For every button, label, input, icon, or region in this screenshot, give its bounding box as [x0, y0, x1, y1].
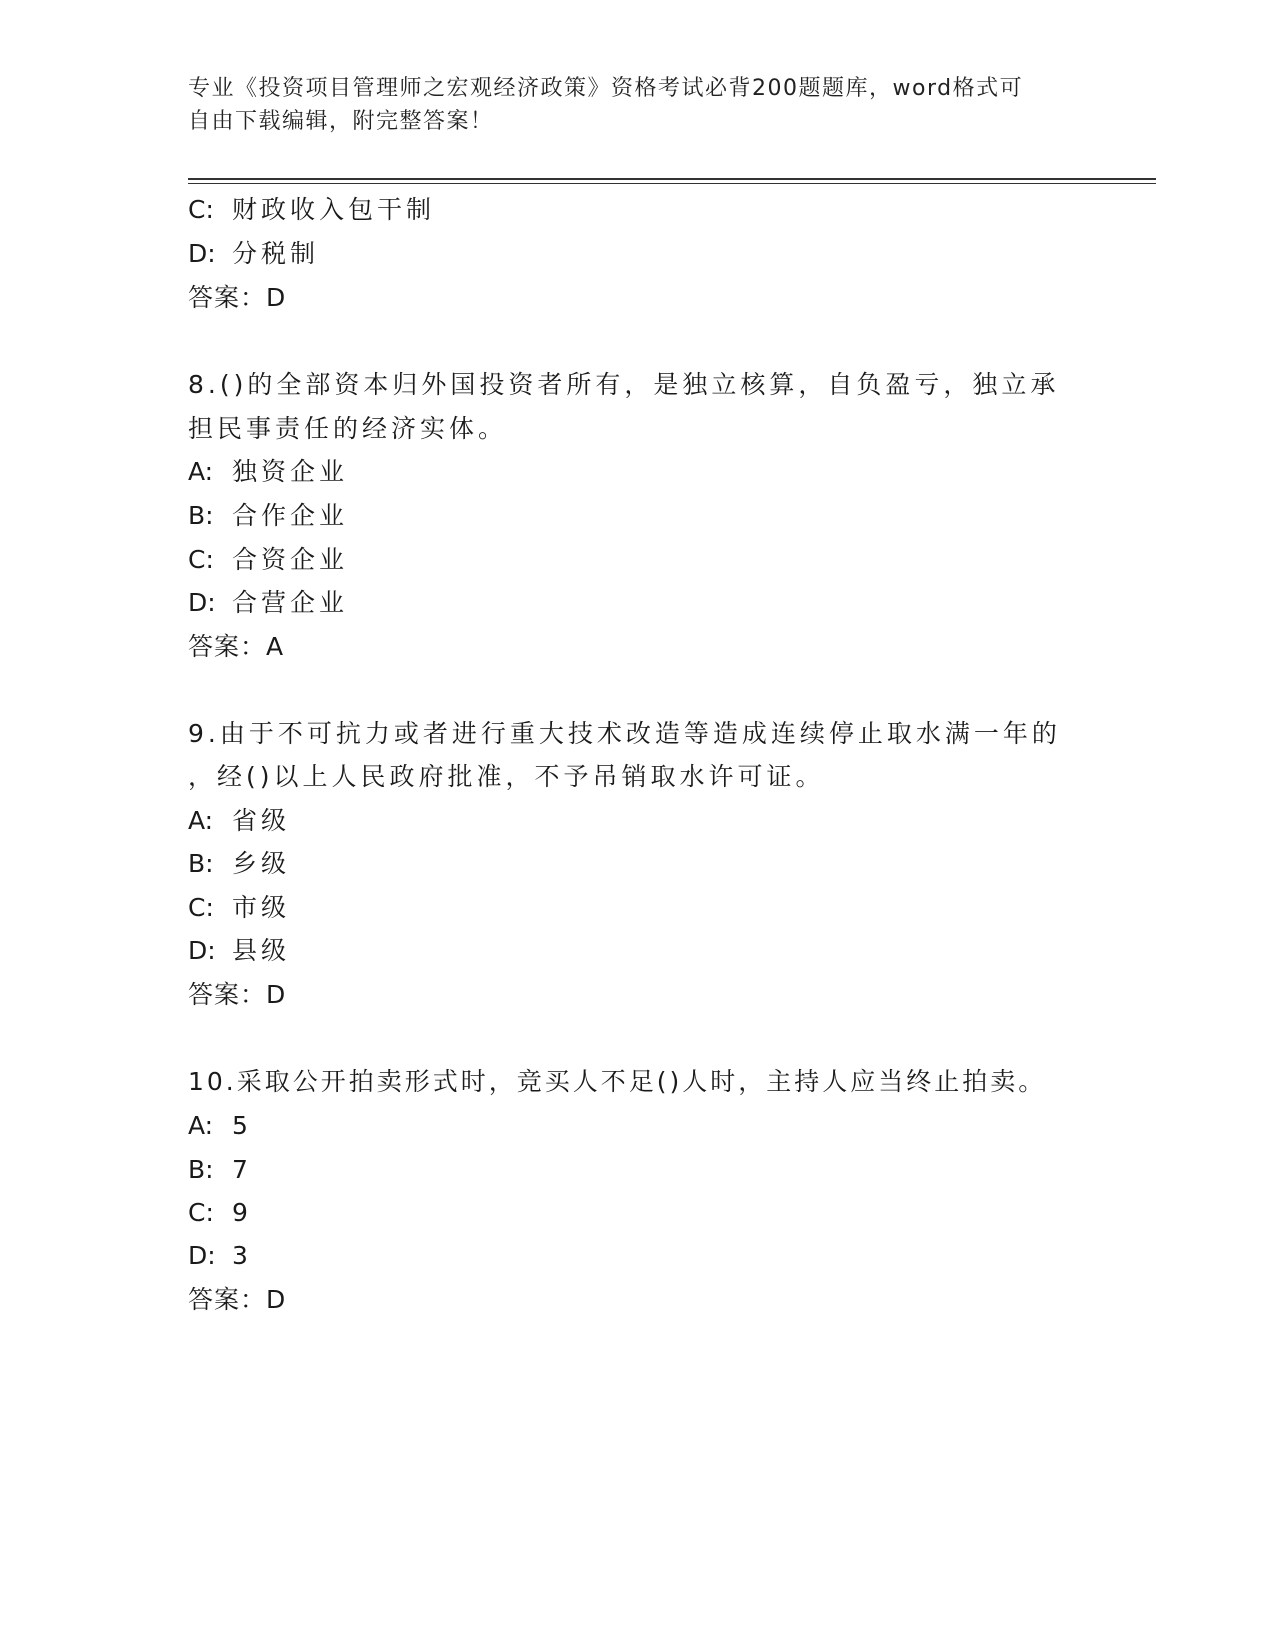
option-key: B: — [188, 501, 214, 530]
question-8-stem-line-1: 8.()的全部资本归外国投资者所有，是独立核算，自负盈亏，独立承 — [188, 370, 1060, 399]
option-d — [188, 238, 319, 270]
option-c — [188, 194, 435, 226]
option-key: C: — [188, 545, 214, 574]
option-a — [188, 805, 290, 837]
option-key: D: — [188, 588, 216, 617]
option-c — [188, 892, 290, 924]
option-key: D: — [188, 1241, 216, 1270]
option-c — [188, 1197, 252, 1229]
option-a — [188, 456, 348, 488]
question-9-stem-line-1: 9.由于不可抗力或者进行重大技术改造等造成连续停止取水满一年的 — [188, 719, 1061, 748]
answer: 答案：A — [188, 632, 285, 661]
option-key: C: — [188, 195, 214, 224]
option-key: C: — [188, 893, 214, 922]
answer: 答案：D — [188, 283, 287, 312]
option-d — [188, 935, 290, 967]
option-text: 市级 — [232, 893, 291, 922]
option-text: 5 — [232, 1111, 252, 1140]
option-d — [188, 1240, 252, 1272]
option-key: A: — [188, 457, 214, 486]
option-text: 财政收入包干制 — [232, 195, 436, 224]
header-divider-top — [188, 178, 1156, 180]
option-key: A: — [188, 806, 214, 835]
header-title-line-2: 自由下载编辑，附完整答案！ — [188, 109, 494, 134]
option-text: 合营企业 — [232, 588, 349, 617]
question-10-stem-line-1: 10.采取公开拍卖形式时，竞买人不足()人时，主持人应当终止拍卖。 — [188, 1067, 1047, 1096]
option-text: 合作企业 — [232, 501, 349, 530]
header-title-line-1: 专业《投资项目管理师之宏观经济政策》资格考试必背200题题库，word格式可 — [188, 76, 1024, 101]
option-text: 3 — [232, 1241, 252, 1270]
option-text: 9 — [232, 1198, 252, 1227]
option-text: 省级 — [232, 806, 291, 835]
option-key: C: — [188, 1198, 214, 1227]
option-c — [188, 544, 348, 576]
option-b — [188, 1154, 252, 1186]
option-key: B: — [188, 1155, 214, 1184]
option-a — [188, 1110, 252, 1142]
answer: 答案：D — [188, 980, 287, 1009]
option-text: 7 — [232, 1155, 252, 1184]
option-text: 县级 — [232, 936, 291, 965]
option-key: A: — [188, 1111, 214, 1140]
option-text: 独资企业 — [232, 457, 349, 486]
option-d — [188, 587, 348, 619]
option-key: D: — [188, 936, 216, 965]
answer: 答案：D — [188, 1285, 287, 1314]
option-b — [188, 848, 290, 880]
document-header — [188, 72, 1088, 138]
question-8-stem-line-2: 担民事责任的经济实体。 — [188, 414, 508, 443]
option-b — [188, 500, 348, 532]
option-key: B: — [188, 849, 214, 878]
option-text: 分税制 — [232, 239, 320, 268]
question-9-stem-line-2: ，经()以上人民政府批准，不予吊销取水许可证。 — [188, 762, 825, 791]
option-text: 乡级 — [232, 849, 291, 878]
option-key: D: — [188, 239, 216, 268]
option-text: 合资企业 — [232, 545, 349, 574]
header-divider-bottom — [188, 183, 1156, 184]
